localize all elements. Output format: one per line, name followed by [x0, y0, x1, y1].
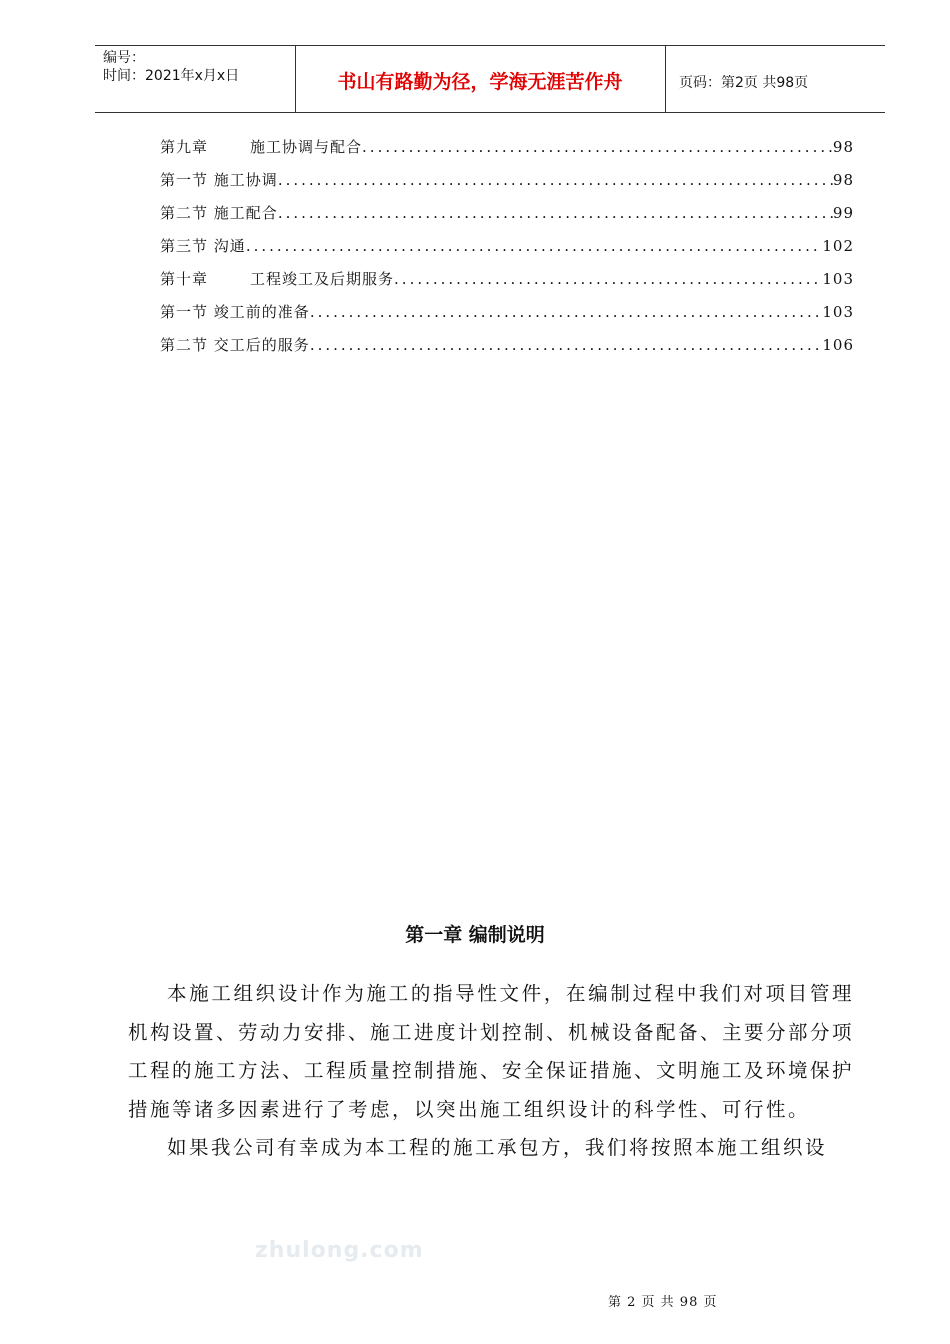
page-header — [95, 45, 885, 113]
toc-entry-title: 工程竣工及后期服务 — [250, 270, 395, 288]
table-of-contents — [160, 136, 854, 367]
page-footer: 第 2 页 共 98 页 — [608, 1295, 718, 1310]
header-page-info: 页码：第2页 共98页 — [679, 75, 809, 91]
toc-leader-dots — [310, 303, 823, 321]
header-motto: 书山有路勤为径，学海无涯苦作舟 — [337, 71, 623, 93]
toc-entry-label: 第九章 — [160, 138, 209, 156]
toc-entry-title: 施工协调与配合 — [250, 138, 363, 156]
header-number-label: 编号： — [103, 50, 145, 66]
toc-leader-dots — [362, 138, 833, 156]
toc-entry-page: 106 — [822, 336, 854, 354]
toc-entry-title: 施工协调 — [213, 171, 278, 189]
toc-entry-title: 沟通 — [213, 237, 246, 255]
body-paragraph: 如果我公司有幸成为本工程的施工承包方，我们将按照本施工组织设 — [167, 1136, 828, 1159]
toc-entry[interactable] — [160, 169, 854, 202]
header-divider-right — [665, 45, 666, 113]
toc-entry-page: 98 — [832, 171, 854, 189]
toc-entry-page: 103 — [822, 270, 854, 288]
toc-leader-dots — [278, 171, 833, 189]
toc-leader-dots — [394, 270, 822, 288]
toc-entry-title: 施工配合 — [213, 204, 278, 222]
toc-entry[interactable] — [160, 334, 854, 367]
toc-entry-label: 第二节 — [160, 336, 209, 354]
toc-entry[interactable] — [160, 235, 854, 268]
toc-leader-dots — [310, 336, 823, 354]
chapter-title: 第一章 编制说明 — [405, 924, 545, 946]
toc-leader-dots — [246, 237, 823, 255]
toc-entry-page: 102 — [822, 237, 854, 255]
toc-leader-dots — [278, 204, 833, 222]
toc-entry-label: 第一节 — [160, 303, 209, 321]
watermark-text: zhulong.com — [255, 1238, 424, 1263]
header-top-rule — [95, 45, 885, 46]
header-left-cell — [103, 49, 239, 85]
toc-entry-label: 第三节 — [160, 237, 209, 255]
toc-entry[interactable] — [160, 301, 854, 334]
toc-entry-page: 99 — [832, 204, 854, 222]
header-time-label: 时间：2021年x月x日 — [103, 68, 240, 84]
toc-entry-title: 竣工前的准备 — [213, 303, 310, 321]
toc-entry-label: 第十章 — [160, 270, 209, 288]
toc-entry-title: 交工后的服务 — [213, 336, 310, 354]
header-bottom-rule — [95, 112, 885, 113]
toc-entry[interactable] — [160, 202, 854, 235]
chapter-body — [128, 975, 854, 1168]
toc-entry-page: 103 — [822, 303, 854, 321]
toc-entry[interactable] — [160, 136, 854, 169]
toc-entry-page: 98 — [832, 138, 854, 156]
toc-entry[interactable] — [160, 268, 854, 301]
toc-entry-label: 第一节 — [160, 171, 209, 189]
body-paragraph: 本施工组织设计作为施工的指导性文件，在编制过程中我们对项目管理机构设置、劳动力安排、施工进度计划控制、机械设备配备、主要分部分项工程的施工方法、工程质量控制措施、安全保证措施、文明施工及环境保护措施等诸多因素进行了考虑，以突出施工组织设计的科学性、可行性。 — [128, 982, 855, 1121]
toc-entry-label: 第二节 — [160, 204, 209, 222]
